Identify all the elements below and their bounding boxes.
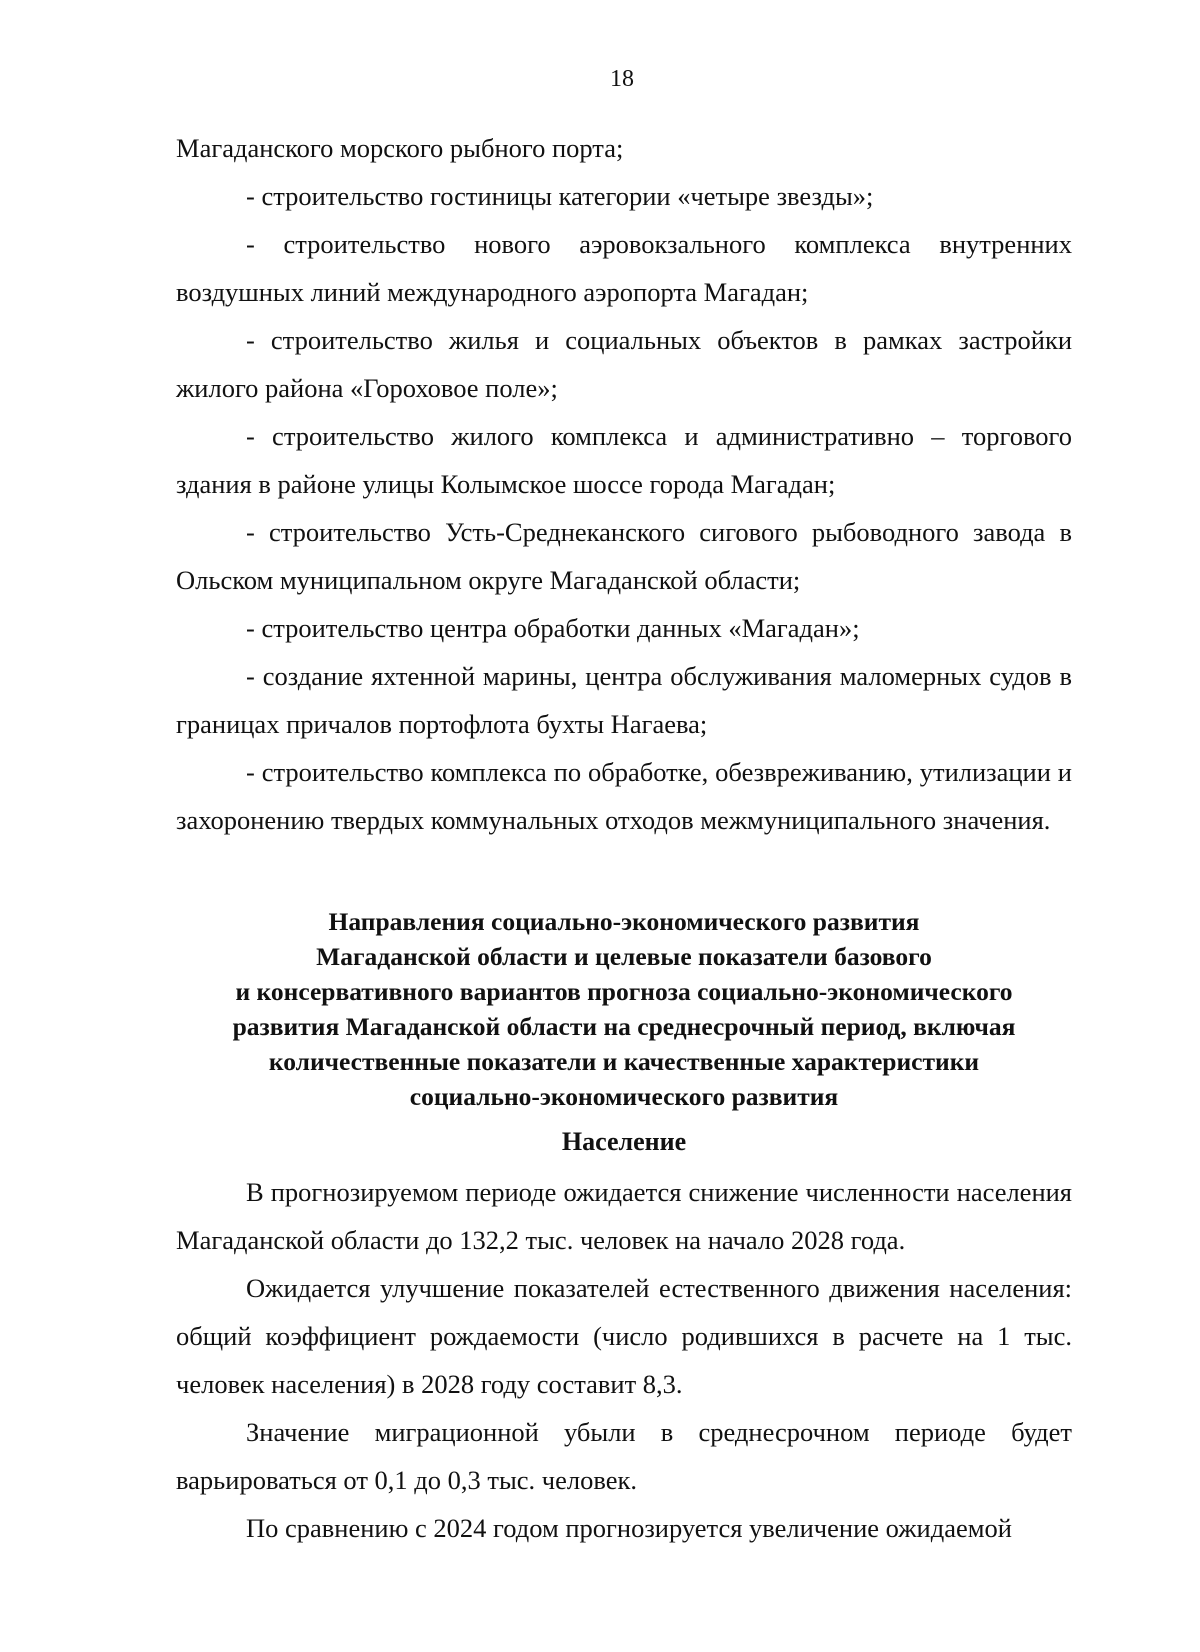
section-heading — [176, 904, 1072, 1114]
list-item: Магаданского морского рыбного порта; — [176, 133, 624, 163]
list-item: - строительство центра обработки данных «Магадан»; — [246, 613, 860, 643]
population-section — [176, 1168, 1072, 1552]
section-heading-line: количественные показатели и качественные характеристики — [268, 1047, 980, 1076]
section-heading-line: Магаданской области и целевые показатели базового — [316, 942, 932, 971]
paragraph: Значение миграционной убыли в среднесрочном периоде будет варьироваться от 0,1 до 0,3 тыс. человек. — [176, 1417, 1072, 1495]
paragraph: По сравнению с 2024 годом прогнозируется увеличение ожидаемой — [246, 1513, 1012, 1543]
section-heading-line: социально-экономического развития — [409, 1082, 839, 1111]
list-item: - строительство нового аэровокзального комплекса внутренних воздушных линий международного аэропорта Магадан; — [176, 229, 1072, 307]
list-item: - создание яхтенной марины, центра обслуживания маломерных судов в границах причалов портофлота бухты Нагаева; — [176, 661, 1072, 739]
list-item: - строительство жилого комплекса и административно – торгового здания в районе улицы Колымское шоссе города Магадан; — [176, 421, 1072, 499]
section-heading-line: и консервативного вариантов прогноза социально-экономического — [235, 977, 1013, 1006]
page-number: 18 — [610, 66, 634, 92]
paragraph: Ожидается улучшение показателей естественного движения населения: общий коэффициент рождаемости (число родившихся в расчете на 1 тыс. человек населения) в 2028 году составит 8,3. — [176, 1273, 1072, 1399]
subsection-title: Население — [561, 1127, 687, 1156]
paragraph: В прогнозируемом периоде ожидается снижение численности населения Магаданской области до 132,2 тыс. человек на начало 2028 года. — [176, 1177, 1072, 1255]
document-body — [176, 124, 1072, 1552]
section-heading-line: развития Магаданской области на среднесрочный период, включая — [232, 1012, 1016, 1041]
list-item: - строительство гостиницы категории «четыре звезды»; — [246, 181, 874, 211]
list-item: - строительство жилья и социальных объектов в рамках застройки жилого района «Гороховое поле»; — [176, 325, 1072, 403]
project-list — [176, 124, 1072, 844]
list-item: - строительство комплекса по обработке, обезвреживанию, утилизации и захоронению твердых коммунальных отходов межмуниципального значения. — [176, 757, 1072, 835]
list-item: - строительство Усть-Среднеканского сигового рыбоводного завода в Ольском муниципальном округе Магаданской области; — [176, 517, 1072, 595]
section-heading-line: Направления социально-экономического развития — [328, 907, 920, 936]
